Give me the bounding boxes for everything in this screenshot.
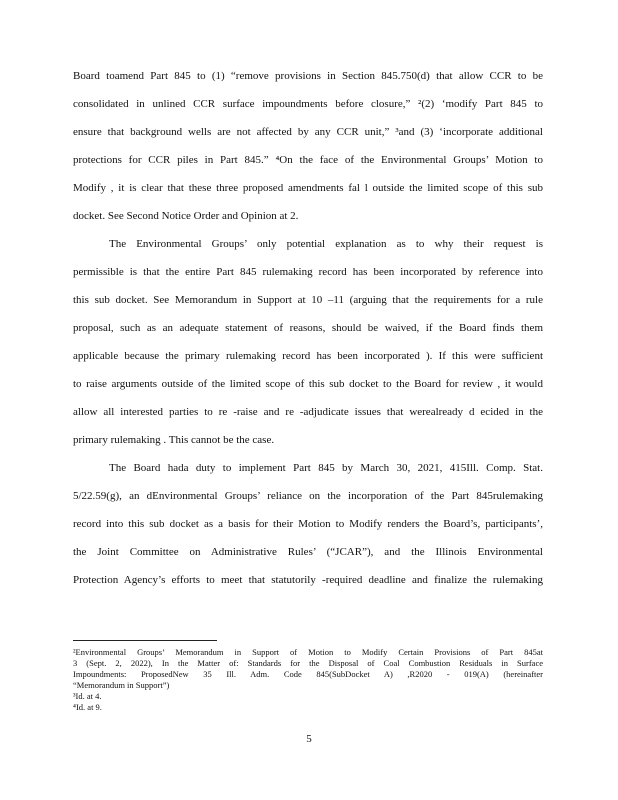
body-line: permissible is that the entire Part 845 rulemaking record has been incorporated by reference into bbox=[73, 266, 543, 278]
body-line: The Environmental Groups’ only potential explanation as to why their request is bbox=[109, 238, 543, 250]
body-line: this sub docket. See Memorandum in Support at 10 –11 (arguing that the requirements for a rule bbox=[73, 294, 543, 306]
body-line: consolidated in unlined CCR surface impoundments before closure,” ²(2) ‘modify Part 845 to bbox=[73, 98, 543, 110]
body-line: protections for CCR piles in Part 845.” ⁴On the face of the Environmental Groups’ Motion to bbox=[73, 154, 543, 166]
body-line: proposal, such as an adequate statement of reasons, should be waived, if the Board finds them bbox=[73, 322, 543, 334]
body-line: allow all interested parties to re -raise and re -adjudicate issues that werealready d ecided in the bbox=[73, 406, 543, 418]
body-line: 5/22.59(g), an dEnvironmental Groups’ reliance on the incorporation of the Part 845rulemaking bbox=[73, 490, 543, 502]
body-line: ensure that background wells are not affected by any CCR unit,” ³and (3) ‘incorporate additional bbox=[73, 126, 543, 138]
body-line: the Joint Committee on Administrative Rules’ (“JCAR”), and the Illinois Environmental bbox=[73, 546, 543, 558]
body-line: primary rulemaking . This cannot be the case. bbox=[73, 434, 275, 446]
footnote-line: 3 (Sept. 2, 2022), In the Matter of: Standards for the Disposal of Coal Combustion Residuals in Surface bbox=[73, 658, 543, 668]
footnote-line: “Memorandum in Support”) bbox=[73, 680, 170, 690]
body-line: record into this sub docket as a basis for their Motion to Modify renders the Board’s, participants’, bbox=[73, 518, 543, 530]
body-line: applicable because the primary rulemaking record has been incorporated ). If this were sufficient bbox=[73, 350, 543, 362]
footnote-line: Impoundments: ProposedNew 35 Ill. Adm. Code 845(SubDocket A) ,R2020 - 019(A) (hereinafter bbox=[73, 669, 543, 679]
body-line: Modify , it is clear that these three proposed amendments fal l outside the limited scope of this sub bbox=[73, 182, 543, 194]
footnote-line: ³Id. at 4. bbox=[73, 691, 102, 701]
footnote-line: ⁴Id. at 9. bbox=[73, 702, 102, 712]
body-line: The Board hada duty to implement Part 845 by March 30, 2021, 415Ill. Comp. Stat. bbox=[109, 462, 543, 474]
body-line: Board toamend Part 845 to (1) “remove provisions in Section 845.750(d) that allow CCR to be bbox=[73, 70, 543, 82]
page-number: 5 bbox=[306, 733, 312, 745]
body-line: Protection Agency’s efforts to meet that statutorily -required deadline and finalize the rulemaking bbox=[73, 574, 543, 586]
body-line: docket. See Second Notice Order and Opinion at 2. bbox=[73, 210, 299, 222]
footnote-line: ²Environmental Groups’ Memorandum in Support of Motion to Modify Certain Provisions of Part 845at bbox=[73, 647, 543, 657]
body-line: to raise arguments outside of the limited scope of this sub docket to the Board for review , it would bbox=[73, 378, 543, 390]
footnote-separator bbox=[73, 640, 217, 641]
